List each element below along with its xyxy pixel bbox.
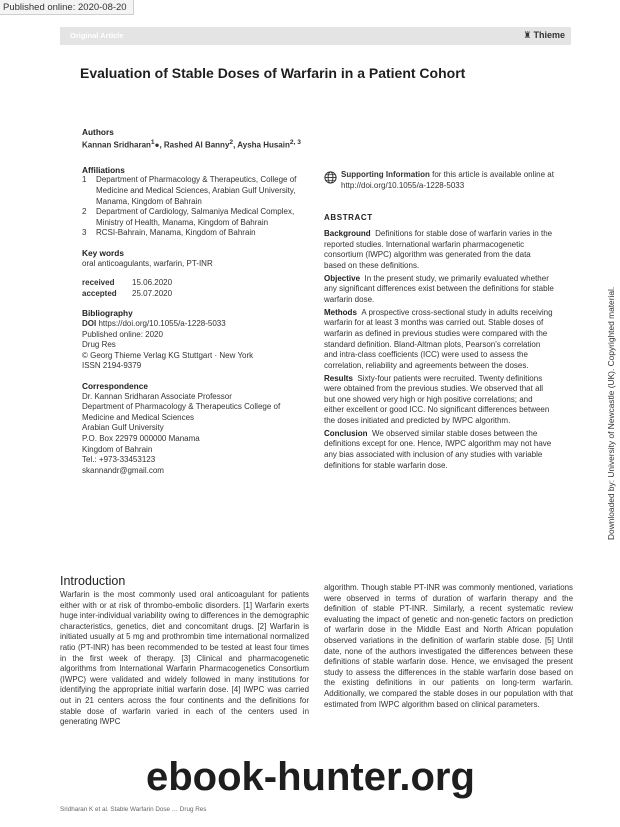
keywords-text: oral anticoagulants, warfarin, PT-INR	[82, 258, 213, 268]
abstract-results-text: Sixty-four patients were recruited. Twenty definitions were obtained from the previous studies. We observed that all but one showed very high or high positive correlations; and either excellent or good ICC. No significant differences between the doses initiated and predicted by IWPC algorithm.	[324, 373, 550, 426]
keywords-block	[82, 248, 312, 269]
dates-block	[82, 278, 312, 299]
issn-line: ISSN 2194-9379	[82, 361, 142, 371]
article-title: Evaluation of Stable Doses of Warfarin in a Patient Cohort	[80, 65, 466, 81]
correspondence-line: Dr. Kannan Sridharan Associate Professor	[82, 391, 232, 401]
correspondence-line: Tel.: +973-33453123	[82, 455, 156, 465]
correspondence-line: P.O. Box 22979 000000 Manama	[82, 433, 200, 443]
journal-line: Drug Res	[82, 340, 116, 350]
affiliation-number: 2	[82, 207, 87, 217]
authors-list	[82, 138, 312, 151]
affiliations-block	[82, 165, 312, 239]
article-type-label: Original Article	[70, 31, 124, 40]
affiliation-item	[82, 228, 312, 239]
correspondence-heading: Correspondence	[82, 380, 148, 391]
correspondence-line: Medicine and Medical Sciences	[82, 412, 195, 422]
supporting-info	[324, 170, 554, 191]
affiliation-item	[82, 175, 312, 207]
affiliation-text: Department of Cardiology, Salmaniya Medical Complex, Ministry of Health, Manama, Kingdom of Bahrain	[96, 207, 295, 227]
abstract-objective-label: Objective	[324, 273, 361, 283]
abstract-methods-text: A prospective cross-sectional study in adults receiving warfarin for at least 3 months was carried out. Stable doses of warfarin as defined in previous studies were compared with the standard definition. Bland-Altman plots, Pearson's correlation and intra-class coefficients (ICC) were used to assess the correlation, reliability and agreements between the doses.	[324, 307, 553, 370]
affiliation-item	[82, 207, 312, 228]
copyright-line: © Georg Thieme Verlag KG Stuttgart · New York	[82, 350, 254, 360]
supporting-info-link[interactable]: for this article is available online at http://doi.org/10.1055/a-1228-5033	[341, 170, 554, 190]
accepted-date: 25.07.2020	[132, 288, 173, 298]
correspondence-block	[82, 381, 312, 476]
doi-link[interactable]: https://doi.org/10.1055/a-1228-5033	[98, 318, 226, 328]
received-date: 15.06.2020	[132, 278, 173, 288]
abstract-results	[324, 374, 554, 427]
author-name[interactable]: , Rashed Al Banny	[159, 140, 230, 150]
published-line: Published online: 2020	[82, 329, 163, 339]
abstract-background-text: Definitions for stable dose of warfarin varies in the reported studies. International warfarin pharmacogenetic consortium (IWPC) algorithm was generated from the data based on these definitions.	[324, 228, 553, 270]
introduction-left-column: Warfarin is the most commonly used oral anticoagulant for patients either with or at risk of thrombo-embolic disorders. [1] Warfarin exerts huge inter-individual variability owing to differences in the demographic characteristics, genetics, diet and concomitant drugs. [2] Warfarin is initiated usually at 5 mg and prothrombin time international normalized ratio (PT-INR) has been recommended to be tested at least four times in the first week of therapy. [3] Clinical and pharmacogenetic algorithms from International Warfarin Pharmacogenetics Consortium (IWPC) were validated and widely followed in many institutions for identifying the appropriate initial warfarin dose. [4] IWPC was carried out in 21 centers across the four continents and the definitions for stable dose of warfarin varied in each of the centers used in generating IWPC	[60, 590, 309, 727]
abstract-objective	[324, 274, 554, 306]
abstract-background-label: Background	[324, 228, 371, 238]
bibliography-heading: Bibliography	[82, 308, 133, 319]
article-metadata-column	[82, 127, 312, 485]
doi-row	[82, 319, 312, 330]
abstract-methods-label: Methods	[324, 307, 357, 317]
author-name[interactable]: Kannan Sridharan	[82, 140, 151, 150]
abstract-methods	[324, 308, 554, 372]
affiliation-number: 1	[82, 175, 87, 185]
authors-heading: Authors	[82, 127, 114, 137]
author-affiliation-sup: 2, 3	[289, 138, 301, 146]
introduction-right-column: algorithm. Though stable PT-INR was commonly mentioned, variations were observed in terms of duration of warfarin therapy and the definition of stable PT-INR. Similarly, a recent systematic review evaluating the impact of genetic and non-genetic factors on prediction of warfarin dose in the Middle East and North African population observed variations in the definition of warfarin stable dose. [5] Until date, none of the authors investigated the differences between these definitions of stable warfarin dose. Hence, we envisaged the present study to assess the differences in the stable warfarin dose based on the existing definitions in our patients on long-term warfarin. Additionally, we compared the stable doses in our population with that estimated from IWPC algorithm based on clinical parameters.	[324, 583, 573, 709]
abstract-conclusion-text: We observed similar stable doses between the definitions except for one. Hence, IWPC algorithm may not have any bias associated with inclusion of any studies with variable definitions for stable warfarin dose.	[324, 428, 552, 470]
watermark: ebook-hunter.org	[146, 755, 475, 799]
received-label: received	[82, 278, 115, 288]
author-affiliation-sup: 2	[229, 138, 234, 146]
abstract-conclusion-label: Conclusion	[324, 428, 368, 438]
download-notice: Downloaded by: University of Newcastle (UK). Copyrighted material.	[606, 286, 616, 540]
introduction-heading: Introduction	[60, 574, 126, 588]
bibliography-block	[82, 308, 312, 372]
abstract-heading: ABSTRACT	[324, 213, 373, 223]
supporting-info-label: Supporting Information	[341, 170, 430, 179]
correspondence-email[interactable]: skannandr@gmail.com	[82, 465, 164, 475]
orcid-icon[interactable]: ●	[154, 140, 160, 150]
correspondence-line: Arabian Gulf University	[82, 423, 164, 433]
published-online-stamp: Published online: 2020-08-20	[0, 0, 134, 15]
article-type-band	[60, 27, 571, 45]
supporting-info-text	[341, 170, 554, 191]
doi-label: DOI	[82, 318, 97, 328]
affiliations-heading: Affiliations	[82, 164, 125, 175]
author-affiliation-sup: 1	[150, 138, 155, 146]
globe-icon	[324, 171, 337, 184]
correspondence-line: Department of Pharmacology & Therapeutics College of	[82, 402, 281, 412]
correspondence-line: Kingdom of Bahrain	[82, 444, 153, 454]
abstract-results-label: Results	[324, 373, 353, 383]
abstract-column	[324, 170, 554, 473]
authors-block	[82, 127, 312, 151]
author-name[interactable]: , Aysha Husain	[233, 140, 290, 150]
affiliation-text: RCSI-Bahrain, Manama, Kingdom of Bahrain	[96, 228, 256, 238]
keywords-heading: Key words	[82, 248, 124, 258]
page-footer: Sridharan K et al. Stable Warfarin Dose … Drug Res	[60, 806, 207, 813]
publisher-name: Thieme	[533, 30, 565, 40]
abstract-objective-text: In the present study, we primarily evaluated whether any significant differences exist between the definitions for stable warfarin dose.	[324, 273, 554, 304]
affiliation-text: Department of Pharmacology & Therapeutics, College of Medicine and Medical Sciences, Arabian Gulf University, Manama, Kingdom of Bahrain	[96, 175, 297, 206]
abstract-conclusion	[324, 429, 554, 472]
abstract-background	[324, 229, 554, 272]
affiliation-number: 3	[82, 228, 87, 238]
publisher-brand	[523, 30, 565, 41]
accepted-label: accepted	[82, 288, 117, 298]
thieme-logo-icon: ♜	[523, 30, 532, 40]
